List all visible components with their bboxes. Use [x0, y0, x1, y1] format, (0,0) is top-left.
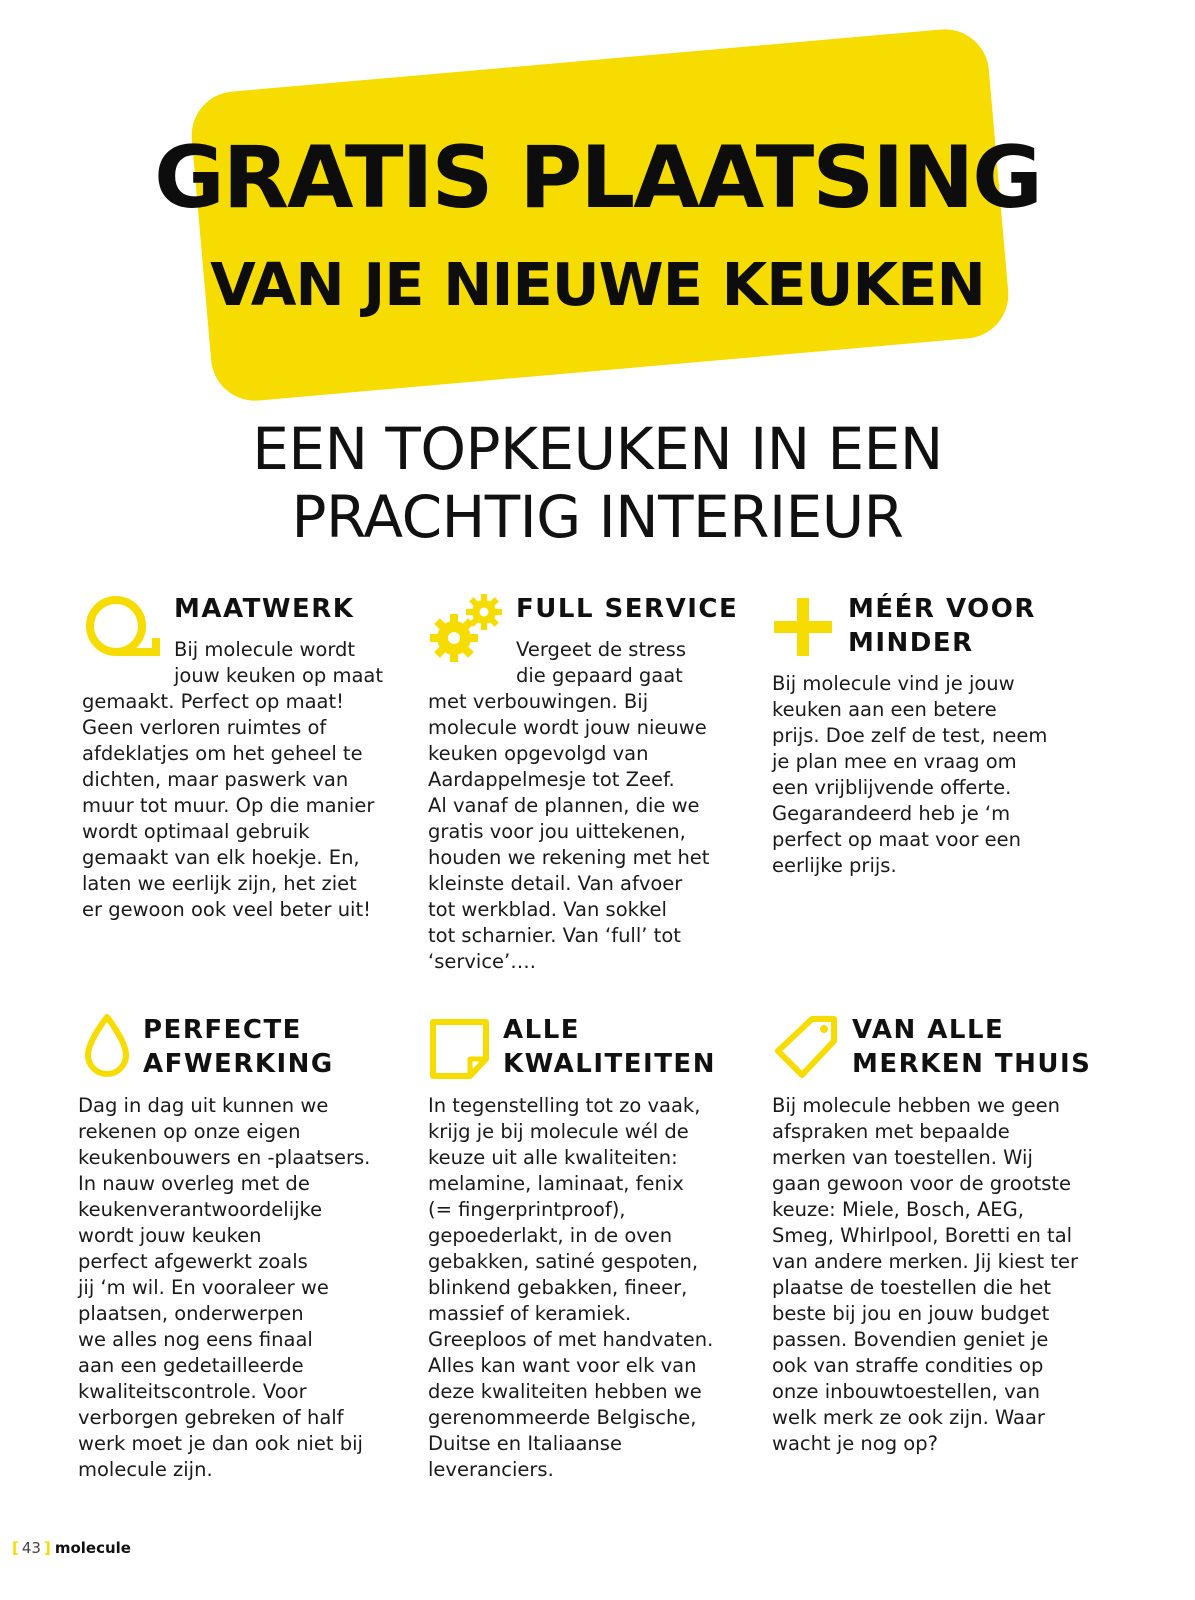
sample-swatch-icon [428, 1017, 492, 1081]
feature-title: VAN ALLE MERKEN THUIS [852, 1015, 1092, 1079]
plus-icon [772, 596, 836, 660]
footer-brand: molecule [54, 1539, 131, 1557]
feature-text: Bij molecule vind je jouw keuken aan een betere prijs. Doe zelf de test, neem je plan mee en vraag om een vrijblijvende offerte. Gegarandeerd heb je ‘m perfect op maat voor een eerlijke prijs. [772, 672, 1048, 877]
tagline [0, 415, 1195, 551]
feature-text: Vergeet de stress die gepaard gaat met verbouwingen. Bij molecule wordt jouw nieuwe keuken opgevolgd van Aardappelmesje tot Zeef. Al vanaf de plannen, die we gratis voor jou uittekenen, houden we rekening met het kleinste detail. Van afvoer tot werkblad. Van sokkel tot scharnier. Van ‘full’ tot ‘service’…. [428, 638, 710, 973]
feature-title: MÉÉR VOOR MINDER [848, 594, 1036, 658]
feature-text: In tegenstelling tot zo vaak, krijg je bij molecule wél de keuze uit alle kwaliteiten: melamine, laminaat, fenix (= fingerprintproof), gepoederlakt, in de oven gebakken, satiné gespoten, blinkend gebakken, fineer, massief of keramiek. Greeploos of met handvaten. Alles kan want voor elk van deze kwaliteiten hebben we gerenommeerde Belgische, Duitse en Italiaanse leveranciers. [428, 1094, 714, 1481]
hero-subtitle: VAN JE NIEUWE KEUKEN [210, 250, 985, 319]
hero-title: GRATIS PLAATSING [154, 128, 1041, 228]
price-tag-icon [772, 1013, 842, 1083]
feature-text: Bij molecule hebben we geen afspraken met bepaalde merken van toestellen. Wij gaan gewoon voor de grootste keuze: Miele, Bosch, AEG, Smeg, Whirlpool, Boretti en tal van andere merken. Jij kiest ter plaatse de toestellen die het beste bij jou en jouw budget passen. Bovendien geniet je ook van straffe condities op onze inbouwtoestellen, van welk merk ze ook zijn. Waar wacht je nog op? [772, 1094, 1079, 1455]
feature-title: FULL SERVICE [516, 594, 739, 624]
feature-text: Bij molecule wordt jouw keuken op maat gemaakt. Perfect op maat! Geen verloren ruimtes of afdeklatjes om het geheel te dichten, maar paswerk van muur tot muur. Op die manier wordt optimaal gebruik gemaakt van elk hoekje. En, laten we eerlijk zijn, het ziet er gewoon ook veel beter uit! [82, 638, 384, 921]
feature-title: MAATWERK [174, 594, 355, 624]
tagline-line: PRACHTIG INTERIEUR [291, 483, 904, 551]
feature-title: PERFECTE AFWERKING [143, 1015, 334, 1079]
footer-bracket-close: ] [43, 1539, 51, 1557]
footer-bracket-open: [ [12, 1539, 19, 1557]
page-footer [12, 1538, 131, 1558]
feature-title: ALLE KWALITEITEN [503, 1015, 716, 1079]
drop-icon [82, 1013, 132, 1077]
feature-text: Dag in dag uit kunnen we rekenen op onze eigen keukenbouwers en -plaatsers. In nauw overleg met de keukenverantwoordelijke wordt jouw keuken perfect afgewerkt zoals jij ‘m wil. En vooraleer we plaatsen, onderwerpen we alles nog eens finaal aan een gedetailleerde kwaliteitscontrole. Voor verborgen gebreken of half werk moet je dan ook niet bij molecule zijn. [78, 1094, 371, 1481]
tagline-line: EEN TOPKEUKEN IN EEN [252, 415, 943, 483]
page-number: 43 [21, 1539, 41, 1557]
